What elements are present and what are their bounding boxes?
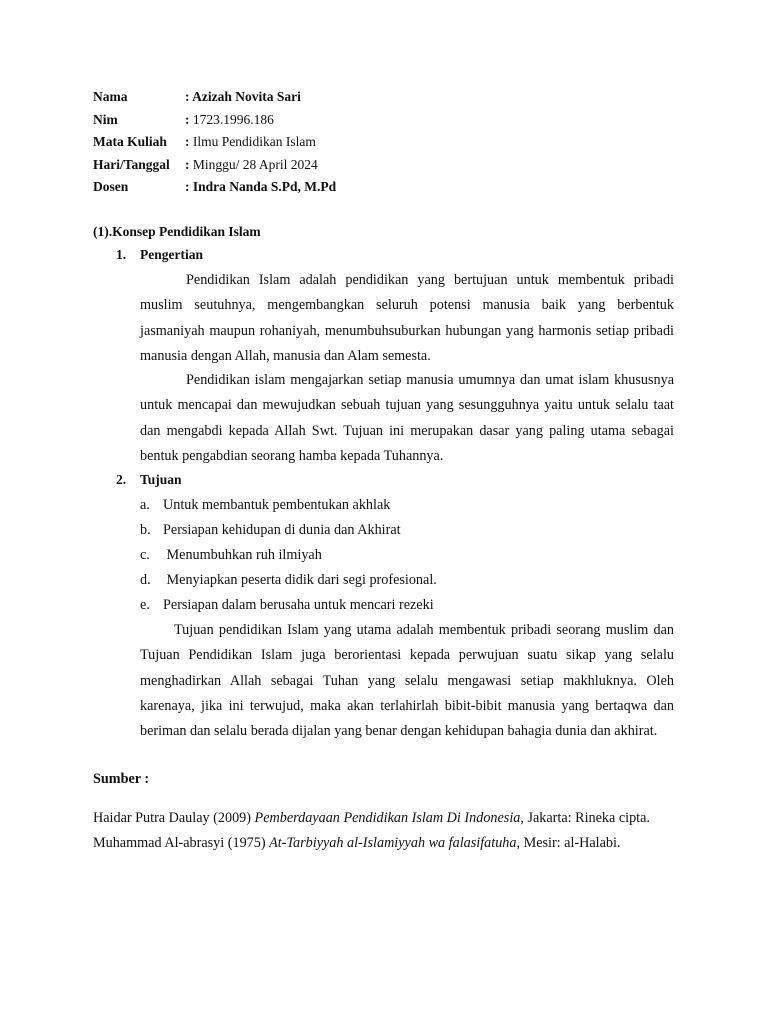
- identity-row-dosen: [93, 176, 336, 199]
- identity-label: Nim: [93, 111, 118, 127]
- identity-value: : Indra Nanda S.Pd, M.Pd: [185, 179, 337, 195]
- list-number: 2.: [116, 472, 127, 487]
- paragraph: Pendidikan islam mengajarkan setiap manusia umumnya dan umat islam khususnya untuk mencapai dan mewujudkan sebuah tujuan yang sesungguhnya yaitu untuk selalu taat dan mengabdi kepada Allah Swt. Tujuan ini merupakan dasar yang paling utama sebagai bentuk pengabdian seorang hamba kepada Tuhannya.: [140, 372, 674, 464]
- identity-row-nama: [93, 86, 336, 109]
- list-item: c. Menumbuhkan ruh ilmiyah: [140, 547, 322, 563]
- reference-list: [93, 806, 674, 857]
- paragraph: Tujuan pendidikan Islam yang utama adalah membentuk pribadi seorang muslim dan Tujuan Pendidikan Islam juga berorientasi kepada perwujuan suatu sikap yang selalu menghadirkan Allah sebagai Tuhan yang selalu mengawasi setiap makhluknya. Oleh karenaya, jika ini terwujud, maka akan terlahirlah bibit-bibit manusia yang bertaqwa dan beriman dan selalu berada dijalan yang benar dengan kehidupan bahagia dunia dan akhirat.: [140, 622, 674, 740]
- identity-label: Nama: [93, 89, 128, 104]
- identity-label: Hari/Tanggal: [93, 156, 170, 172]
- sources-heading: Sumber :: [93, 771, 150, 787]
- subheading-pengertian: Pengertian: [140, 247, 203, 262]
- list-item: b. Persiapan kehidupan di dunia dan Akhirat: [140, 522, 401, 538]
- identity-row-hari-tanggal: [93, 154, 336, 177]
- paragraph: Pendidikan Islam adalah pendidikan yang bertujuan untuk membentuk pribadi muslim seutuhnya, mengembangkan seluruh potensi manusia baik yang berbentuk jasmaniyah maupun rohaniyah, menumbuhsuburkan hubungan yang harmonis setiap pribadi manusia dengan Allah, manusia dan Alam semesta.: [140, 272, 674, 364]
- list-number: 1.: [116, 247, 127, 262]
- identity-value: : 1723.1996.186: [185, 111, 274, 127]
- subheading-tujuan: Tujuan: [140, 472, 182, 487]
- list-item: a. Untuk membantuk pembentukan akhlak: [140, 497, 391, 513]
- list-item: d. Menyiapkan peserta didik dari segi profesional.: [140, 572, 437, 588]
- identity-block: [93, 86, 336, 199]
- reference-item: Haidar Putra Daulay (2009) Pemberdayaan Pendidikan Islam Di Indonesia, Jakarta: Rineka cipta.: [93, 810, 650, 826]
- identity-label: Dosen: [93, 179, 129, 195]
- section-title: (1).Konsep Pendidikan Islam: [93, 224, 261, 239]
- identity-value: : Minggu/ 28 April 2024: [185, 156, 318, 172]
- identity-value: : Azizah Novita Sari: [185, 89, 301, 104]
- identity-label: Mata Kuliah: [93, 134, 167, 150]
- identity-row-mata-kuliah: [93, 131, 336, 154]
- reference-item: Muhammad Al-abrasyi (1975) At-Tarbiyyah al-Islamiyyah wa falasifatuha, Mesir: al-Halabi.: [93, 835, 621, 852]
- identity-row-nim: [93, 109, 336, 132]
- list-item: e. Persiapan dalam berusaha untuk mencari rezeki: [140, 597, 434, 613]
- identity-value: : Ilmu Pendidikan Islam: [185, 134, 316, 150]
